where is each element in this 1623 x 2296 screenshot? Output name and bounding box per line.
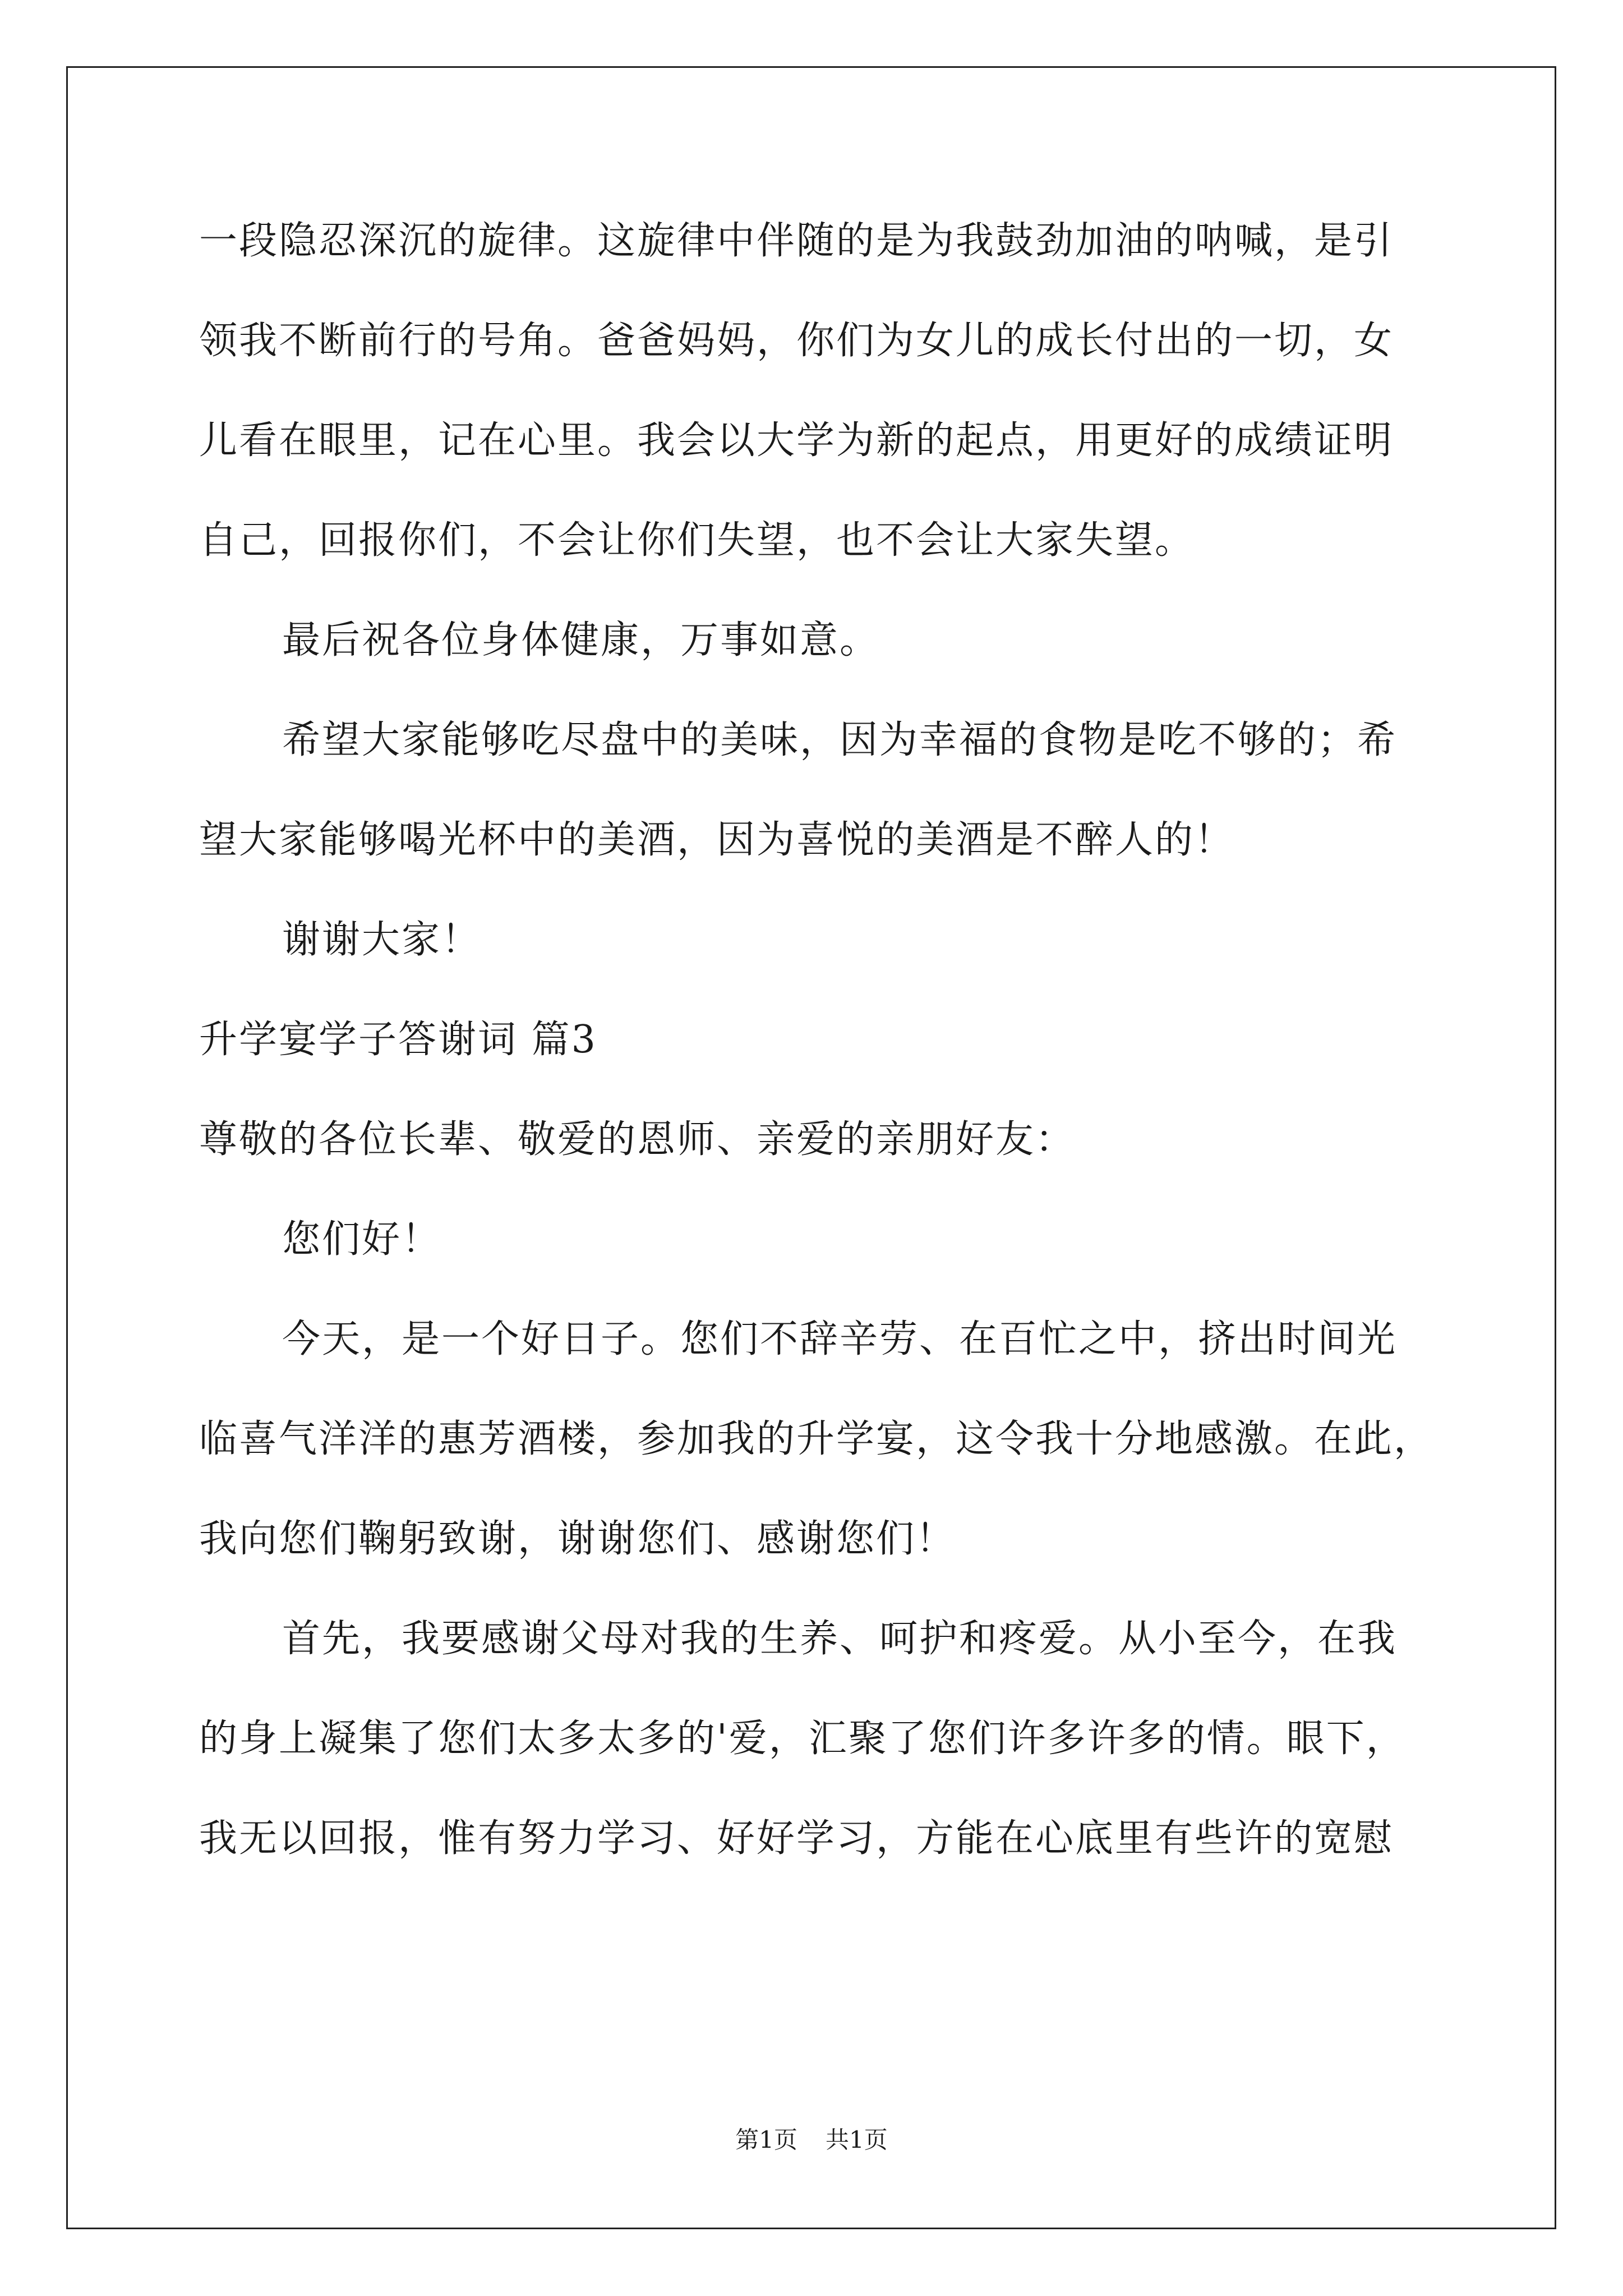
page-footer	[0, 2123, 1623, 2157]
text-line: 望大家能够喝光杯中的美酒，因为喜悦的美酒是不醉人的！	[199, 818, 1235, 862]
text-line: 我无以回报，惟有努力学习、好好学习，方能在心底里有些许的宽慰	[199, 1816, 1394, 1861]
text-line: 我向您们鞠躬致谢，谢谢您们、感谢您们！	[199, 1517, 956, 1561]
section-heading: 升学宴学子答谢词 篇3	[199, 1018, 597, 1062]
text-line: 您们好！	[282, 1217, 442, 1262]
text-line: 自己，回报你们，不会让你们失望，也不会让大家失望。	[199, 518, 1195, 563]
text-line: 的身上凝集了您们太多太多的'爱，汇聚了您们许多许多的情。眼下，	[199, 1717, 1406, 1761]
page-total: 共1页	[826, 2126, 888, 2154]
text-line: 儿看在眼里，记在心里。我会以大学为新的起点，用更好的成绩证明	[199, 418, 1394, 463]
text-line: 谢谢大家！	[282, 918, 482, 962]
text-line: 今天，是一个好日子。您们不辞辛劳、在百忙之中，挤出时间光	[282, 1317, 1398, 1361]
text-line: 临喜气洋洋的惠芳酒楼，参加我的升学宴，这令我十分地感激。在此，	[199, 1417, 1434, 1461]
text-line: 最后祝各位身体健康，万事如意。	[282, 618, 880, 662]
text-line: 希望大家能够吃尽盘中的美味，因为幸福的食物是吃不够的；希	[282, 718, 1398, 762]
salutation: 尊敬的各位长辈、敬爱的恩师、亲爱的亲朋好友：	[199, 1117, 1076, 1162]
page-number: 第1页	[735, 2126, 797, 2154]
text-line: 首先，我要感谢父母对我的生养、呵护和疼爱。从小至今，在我	[282, 1617, 1398, 1661]
text-line: 领我不断前行的号角。爸爸妈妈，你们为女儿的成长付出的一切，女	[199, 319, 1394, 363]
text-line: 一段隐忍深沉的旋律。这旋律中伴随的是为我鼓劲加油的呐喊，是引	[199, 219, 1394, 263]
